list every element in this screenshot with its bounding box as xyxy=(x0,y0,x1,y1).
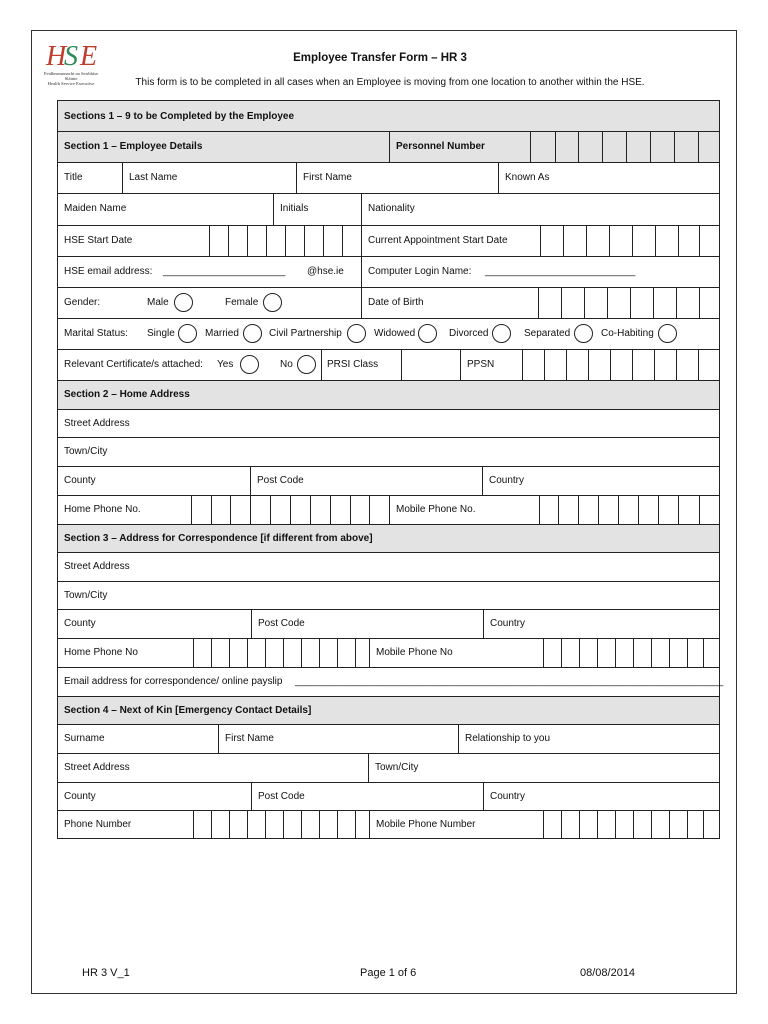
last-name-label: Last Name xyxy=(129,172,178,183)
certificates-prsi-row xyxy=(58,350,719,381)
corr-town-city-label: Town/City xyxy=(64,590,108,601)
marital-single-label: Single xyxy=(147,328,175,339)
maiden-name-label: Maiden Name xyxy=(64,203,127,214)
start-dates-row[interactable] xyxy=(58,226,719,257)
hse-email-label: HSE email address: xyxy=(64,266,153,277)
current-appointment-start-date-label: Current Appointment Start Date xyxy=(368,235,508,246)
section3-heading: Section 3 – Address for Correspondence [if different from above] xyxy=(64,533,373,544)
known-as-label: Known As xyxy=(505,172,550,183)
marital-status-row xyxy=(58,319,719,350)
title-label: Title xyxy=(64,172,83,183)
kin-address-row[interactable] xyxy=(58,754,719,783)
prsi-class-label: PRSI Class xyxy=(327,359,379,370)
svg-text:S: S xyxy=(64,41,78,72)
section1-heading-row xyxy=(58,132,719,163)
marital-separated-label: Separated xyxy=(524,328,571,339)
kin-mobile-phone-label: Mobile Phone Number xyxy=(376,819,476,830)
home-town-row[interactable] xyxy=(58,438,719,467)
date-of-birth-label: Date of Birth xyxy=(368,297,424,308)
home-phone-row xyxy=(58,496,719,525)
kin-phone-number-label: Phone Number xyxy=(64,819,132,830)
footer-page-number: Page 1 of 6 xyxy=(360,967,417,979)
gender-female-label: Female xyxy=(225,297,259,308)
computer-login-field[interactable]: ___________________________ xyxy=(485,266,636,277)
initials-label: Initials xyxy=(280,203,309,214)
home-county-row[interactable] xyxy=(58,467,719,496)
marital-status-label: Marital Status: xyxy=(64,328,128,339)
section2-heading: Section 2 – Home Address xyxy=(64,389,190,400)
corr-home-phone-label: Home Phone No xyxy=(64,647,138,658)
gender-female-radio[interactable] xyxy=(263,293,282,312)
gender-label: Gender: xyxy=(64,297,101,308)
section1-heading: Section 1 – Employee Details xyxy=(64,141,203,152)
kin-street-address-label: Street Address xyxy=(64,762,130,773)
kin-country-label: Country xyxy=(490,791,526,802)
gender-dob-row xyxy=(58,288,719,319)
marital-civil-partnership-label: Civil Partnership xyxy=(269,328,342,339)
corr-town-row[interactable] xyxy=(58,582,719,610)
home-post-code-label: Post Code xyxy=(257,475,304,486)
sections-note: Sections 1 – 9 to be Completed by the Employee xyxy=(64,111,295,122)
gender-male-radio[interactable] xyxy=(174,293,193,312)
section4-heading: Section 4 – Next of Kin [Emergency Contact Details] xyxy=(64,705,312,716)
kin-surname-label: Surname xyxy=(64,733,105,744)
footer-date: 08/08/2014 xyxy=(580,967,636,979)
form-subtitle: This form is to be completed in all cases when an Employee is moving from one location to another within the HSE. xyxy=(135,77,645,88)
kin-names-row[interactable] xyxy=(58,725,719,754)
marital-civil-partnership-radio[interactable] xyxy=(347,324,366,343)
home-street-address-label: Street Address xyxy=(64,418,130,429)
gender-male-label: Male xyxy=(147,297,169,308)
first-name-label: First Name xyxy=(303,172,352,183)
kin-county-label: County xyxy=(64,791,96,802)
kin-town-city-label: Town/City xyxy=(375,762,419,773)
kin-post-code-label: Post Code xyxy=(258,791,305,802)
kin-phone-row xyxy=(58,811,719,839)
marital-widowed-radio[interactable] xyxy=(418,324,437,343)
transfer-form xyxy=(57,100,724,839)
kin-first-name-label: First Name xyxy=(225,733,274,744)
corr-phone-row xyxy=(58,639,719,668)
marital-single-radio[interactable] xyxy=(178,324,197,343)
home-country-label: Country xyxy=(489,475,525,486)
kin-county-row[interactable] xyxy=(58,783,719,811)
section2-heading-row xyxy=(58,381,719,410)
certificates-yes-label: Yes xyxy=(217,359,234,370)
section4-heading-row xyxy=(58,697,719,725)
form-title: Employee Transfer Form – HR 3 xyxy=(293,52,467,64)
maiden-name-row[interactable] xyxy=(58,194,719,226)
certificates-no-radio[interactable] xyxy=(297,355,316,374)
kin-relationship-label: Relationship to you xyxy=(465,733,551,744)
marital-divorced-label: Divorced xyxy=(449,328,489,339)
marital-co-habiting-radio[interactable] xyxy=(658,324,677,343)
certificates-label: Relevant Certificate/s attached: xyxy=(64,359,203,370)
nationality-label: Nationality xyxy=(368,203,415,214)
marital-separated-radio[interactable] xyxy=(574,324,593,343)
corr-county-row[interactable] xyxy=(58,610,719,639)
certificates-yes-radio[interactable] xyxy=(240,355,259,374)
marital-married-label: Married xyxy=(205,328,239,339)
personnel-number-label: Personnel Number xyxy=(396,141,485,152)
home-town-city-label: Town/City xyxy=(64,446,108,457)
home-mobile-phone-label: Mobile Phone No. xyxy=(396,504,476,515)
hse-email-field[interactable]: ______________________ xyxy=(163,266,286,277)
corr-street-address-label: Street Address xyxy=(64,561,130,572)
corr-street-row[interactable] xyxy=(58,553,719,582)
svg-text:H: H xyxy=(46,41,67,72)
corr-email-row xyxy=(58,668,724,697)
section3-heading-row xyxy=(58,525,719,553)
corr-mobile-phone-label: Mobile Phone No xyxy=(376,647,453,658)
marital-widowed-label: Widowed xyxy=(374,328,416,339)
email-login-row[interactable] xyxy=(58,257,719,288)
corr-country-label: Country xyxy=(490,618,526,629)
logo-caption-irish: Feidhmeannacht na Seirbhíse Sláinte xyxy=(43,71,99,82)
home-county-label: County xyxy=(64,475,96,486)
logo-caption-english: Health Service Executive xyxy=(47,81,95,87)
svg-text:E: E xyxy=(80,41,98,72)
hse-email-suffix: @hse.ie xyxy=(307,266,344,277)
corr-county-label: County xyxy=(64,618,96,629)
marital-co-habiting-label: Co-Habiting xyxy=(601,328,654,339)
footer-form-code: HR 3 V_1 xyxy=(82,967,130,979)
computer-login-label: Computer Login Name: xyxy=(368,266,472,277)
certificates-no-label: No xyxy=(280,359,293,370)
home-street-row[interactable] xyxy=(58,410,719,438)
marital-divorced-radio[interactable] xyxy=(492,324,511,343)
corr-post-code-label: Post Code xyxy=(258,618,305,629)
hse-start-date-label: HSE Start Date xyxy=(64,235,133,246)
home-phone-label: Home Phone No. xyxy=(64,504,141,515)
corr-email-label: Email address for correspondence/ online payslip xyxy=(64,676,283,687)
sections-note-row xyxy=(58,101,719,132)
ppsn-label: PPSN xyxy=(467,359,495,370)
marital-married-radio[interactable] xyxy=(243,324,262,343)
names-row[interactable] xyxy=(58,163,719,194)
corr-email-field[interactable]: _____________________________________________________________________________ xyxy=(295,676,724,687)
